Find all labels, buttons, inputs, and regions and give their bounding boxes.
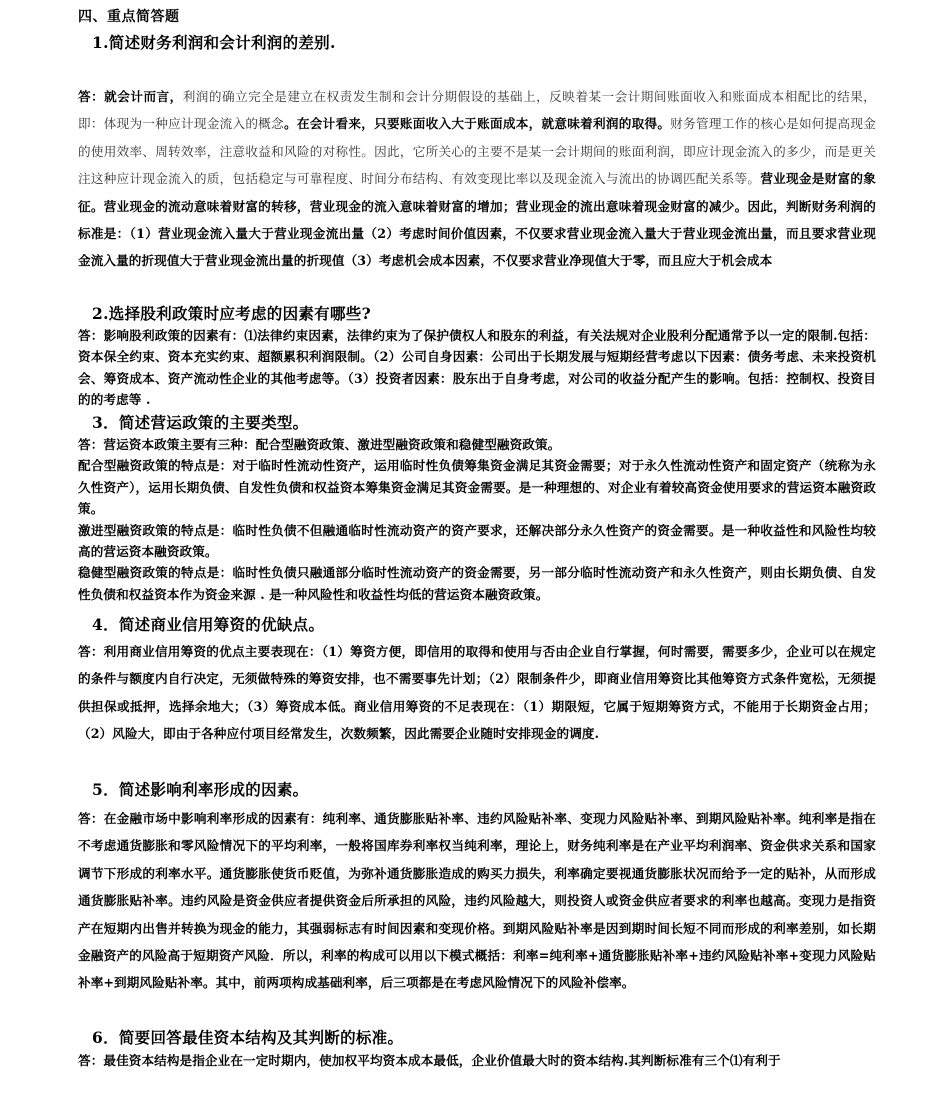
answer-1-part-7: 营业现金是财富的象征。营业现金的流动意味着财富的转移，营业现金的流入意味着财富的增加；营业现金的流出意味着现金财富的减少。因此，判断财务利润的标准是：（1）营业现金流入量大于营业现金流出量（2）考虑时间价值因素，不仅要求营业现金流入量大于营业现金流出量，而且要求营业现金流入量的折现值大于营业现金流出量的折现值（3）考虑机会成本因素，不仅要求营业净现值大于零，而且应大于机会成本: [78, 171, 876, 269]
question-6-title: 6．简要回答最佳资本结构及其判断的标准。: [92, 1028, 404, 1047]
answer-3-matching-policy: 配合型融资政策的特点是：对于临时性流动性资产，运用临时性负债筹集资金满足其资金需要；对于永久性流动性资产和固定资产（统称为永久性资产），运用长期负债、自发性负债和权益资本筹集资金满足其资金需要。是一种理想的、对企业有着较高资金使用要求的营运资本融资政策。: [78, 458, 876, 517]
question-1-title: 1.简述财务利润和会计利润的差别.: [92, 33, 336, 52]
question-4-title: 4．简述商业信用筹资的优缺点。: [92, 615, 325, 634]
answer-1-part-2: 利润的确立完全是建立在权责发生制和会计分期假设的基础上，反映着某一会计期间账面收入和账面成本相配比的结果，即：: [78, 89, 876, 132]
answer-1-part-4: 。在会计看来，只要账面收入大于账面成本，就意味着利润的取得。: [283, 116, 671, 132]
answer-1-part-3: 体现为一种应计现金流入的概念: [103, 116, 284, 132]
answer-3-aggressive-policy: 激进型融资政策的特点是：临时性负债不但融通临时性流动资产的资产要求，还解决部分永久性资产的资金需要。是一种收益性和风险性均较高的营运资本融资政策。: [78, 522, 876, 560]
answer-3: [78, 434, 876, 605]
answer-1-part-5: 财务管理工作的核心是如何提高现金的使用效率、周转效率，注意收益和风险的对称性。因此，它所关心的主要不是某一会计期间的账面利润，即应计现金流入的多少，而是: [78, 116, 877, 159]
question-2-title: 2.选择股利政策时应考虑的因素有哪些?: [92, 304, 371, 323]
question-3-title: 3．简述营运政策的主要类型。: [92, 413, 309, 432]
answer-4: 答：利用商业信用筹资的优点主要表现在：（1）筹资方便，即信用的取得和使用与否由企业自行掌握，何时需要，需要多少，企业可以在规定的条件与额度内自行决定，无须做特殊的筹资安排，也不需要事先计划；（2）限制条件少，即商业信用筹资比其他筹资方式条件宽松，无须提供担保或抵押，选择余地大；（3）筹资成本低。商业信用筹资的不足表现在：（1）期限短，它属于短期筹资方式，不能用于长期资金占用；（2）风险大，即由于各种应付项目经常发生，次数频繁，因此需要企业随时安排现金的调度.: [78, 644, 876, 742]
answer-1: [78, 83, 876, 275]
answer-6: 答：最佳资本结构是指企业在一定时期内，使加权平均资本成本最低，企业价值最大时的资本结构.其判断标准有三个⑴有利于: [78, 1053, 781, 1068]
answer-1-part-1: 答：就会计而言，: [78, 89, 183, 104]
answer-5: 答：在金融市场中影响利率形成的因素有：纯利率、通货膨胀贴补率、违约风险贴补率、变现力风险贴补率、到期风险贴补率。纯利率是指在不考虑通货膨胀和零风险情况下的平均利率，一般将国库券利率权当纯利率，理论上，财务纯利率是在产业平均利润率、资金供求关系和国家调节下形成的利率水平。通货膨胀使货币贬值，为弥补通货膨胀造成的购买力损失，利率确定要视通货膨胀状况而给予一定的贴补，从而形成通货膨胀贴补率。违约风险是资金供应者提供资金后所承担的风险，违约风险越大，则投资人或资金供应者要求的利率也越高。变现力是指资产在短期内出售并转换为现金的能力，其强弱标志有时间因素和变现价格。到期风险贴补率是因到期时间长短不同而形成的利率差别，如长期金融资产的风险高于短期资产风险．所以，利率的构成可以用以下模式概括：利率=纯利率+通货膨胀贴补率+违约风险贴补率+变现力风险贴补率+到期风险贴补率。其中，前两项构成基础利率，后三项都是在考虑风险情况下的风险补偿率。: [78, 811, 876, 991]
answer-3-intro: 答：营运资本政策主要有三种：配合型融资政策、激进型融资政策和稳健型融资政策。: [78, 437, 561, 452]
answer-1-part-6: 更关注这种应计现金流入的质，包括稳定与可靠程度、时间分布结构、有效变现比率以及现金流入与流出的协调匹配关系等。: [78, 143, 877, 187]
section-title: 四、重点简答题: [78, 9, 180, 25]
question-5-title: 5．简述影响利率形成的因素。: [92, 780, 309, 799]
answer-2: 答：影响股利政策的因素有：⑴法律约束因素，法律约束为了保护债权人和股东的利益，有关法规对企业股利分配通常予以一定的限制.包括：资本保全约束、资本充实约束、超额累积利润限制。（2）公司自身因素：公司出于长期发展与短期经营考虑以下因素：债务考虑、未来投资机会、筹资成本、资产流动性企业的其他考虑等。（3）投资者因素：股东出于自身考虑，对公司的收益分配产生的影响。包括：控制权、投资目的的考虑等 .: [78, 328, 876, 408]
answer-3-conservative-policy: 稳健型融资政策的特点是：临时性负债只融通部分临时性流动资产的资金需要，另一部分临时性流动资产和永久性资产，则由长期负债、自发性负债和权益资本作为资金来源 . 是一种风险性和收益性均低的营运资本融资政策。: [78, 565, 876, 602]
